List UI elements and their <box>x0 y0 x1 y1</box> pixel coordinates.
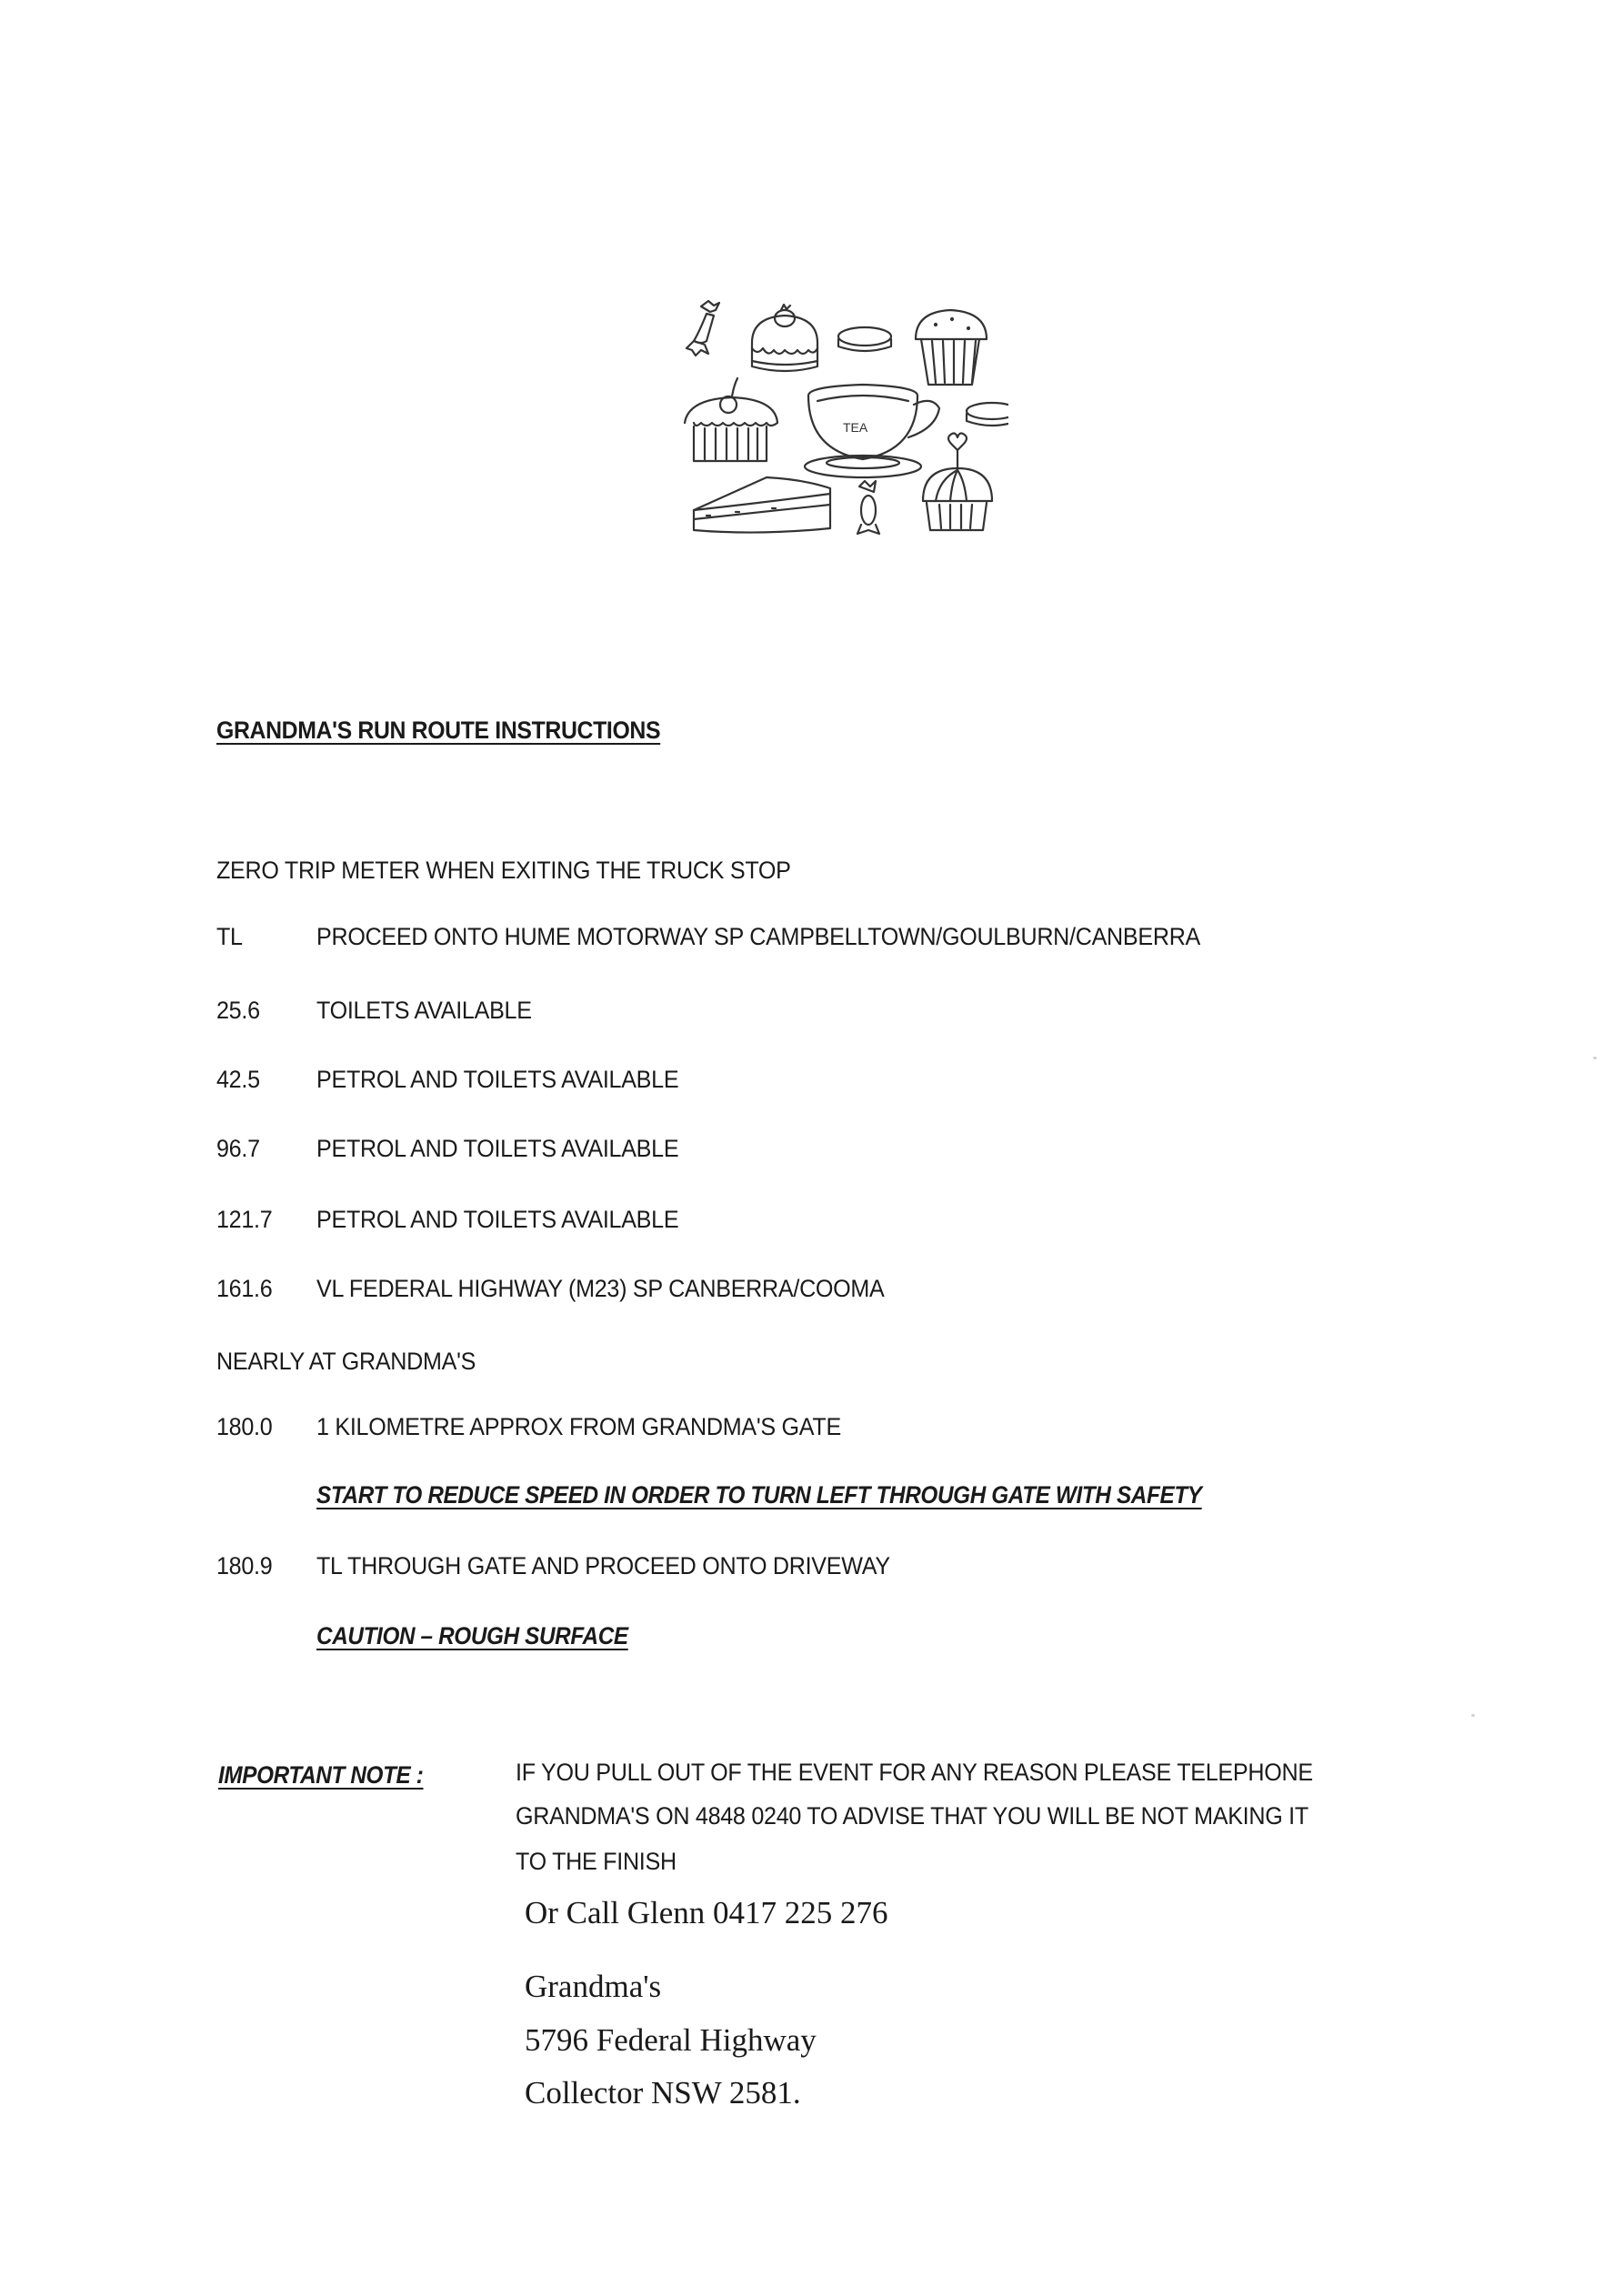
route-text: TL THROUGH GATE AND PROCEED ONTO DRIVEWAY <box>316 1552 890 1579</box>
route-marker: 96.7 <box>216 1135 260 1162</box>
candy-icon <box>687 301 719 356</box>
route-warning: START TO REDUCE SPEED IN ORDER TO TURN LEFT THROUGH GATE WITH SAFETY <box>316 1481 1202 1509</box>
tea-party-illustration <box>663 277 1008 541</box>
route-marker: 180.0 <box>216 1413 273 1440</box>
cherry-cupcake-icon <box>685 378 777 461</box>
route-marker: 161.6 <box>216 1275 273 1302</box>
cupcake-icon <box>916 310 987 385</box>
tea-label: TEA <box>843 420 868 435</box>
note-line: TO THE FINISH <box>516 1848 677 1875</box>
intro-instruction: ZERO TRIP METER WHEN EXITING THE TRUCK STOP <box>216 857 791 884</box>
note-line: GRANDMA'S ON 4848 0240 TO ADVISE THAT YOU WILL BE NOT MAKING IT <box>516 1802 1308 1830</box>
macaron-icon <box>838 327 891 351</box>
route-text: PETROL AND TOILETS AVAILABLE <box>316 1066 679 1093</box>
strawberry-cake-icon <box>752 305 817 371</box>
route-marker: 25.6 <box>216 997 260 1024</box>
route-marker: 180.9 <box>216 1552 273 1579</box>
route-marker: 121.7 <box>216 1206 273 1233</box>
important-note-label: IMPORTANT NOTE : <box>218 1761 424 1789</box>
cake-slice-icon <box>694 477 830 533</box>
route-marker: TL <box>216 923 243 950</box>
macaron-icon <box>967 403 1008 426</box>
nearly-heading: NEARLY AT GRANDMA'S <box>216 1348 476 1375</box>
address-locality: Collector NSW 2581. <box>525 2075 801 2111</box>
scan-speck <box>1593 1057 1597 1059</box>
route-text: PETROL AND TOILETS AVAILABLE <box>316 1206 679 1233</box>
route-warning: CAUTION – ROUGH SURFACE <box>316 1622 628 1649</box>
note-line: IF YOU PULL OUT OF THE EVENT FOR ANY REASON PLEASE TELEPHONE <box>516 1759 1313 1786</box>
route-text: TOILETS AVAILABLE <box>316 997 532 1024</box>
address-street: 5796 Federal Highway <box>525 2022 817 2058</box>
route-text: 1 KILOMETRE APPROX FROM GRANDMA'S GATE <box>316 1413 841 1440</box>
heart-cupcake-icon <box>923 434 992 531</box>
page-title: GRANDMA'S RUN ROUTE INSTRUCTIONS <box>216 717 661 744</box>
route-text: PROCEED ONTO HUME MOTORWAY SP CAMPBELLTOWN/GOULBURN/CANBERRA <box>316 923 1201 950</box>
route-text: VL FEDERAL HIGHWAY (M23) SP CANBERRA/COOMA <box>316 1275 885 1302</box>
scan-speck <box>1471 1714 1475 1717</box>
alt-contact: Or Call Glenn 0417 225 276 <box>525 1895 888 1930</box>
teacup-icon <box>805 385 939 477</box>
route-text: PETROL AND TOILETS AVAILABLE <box>316 1135 679 1162</box>
candy-icon <box>857 481 879 534</box>
route-marker: 42.5 <box>216 1066 260 1093</box>
address-name: Grandma's <box>525 1969 662 2004</box>
